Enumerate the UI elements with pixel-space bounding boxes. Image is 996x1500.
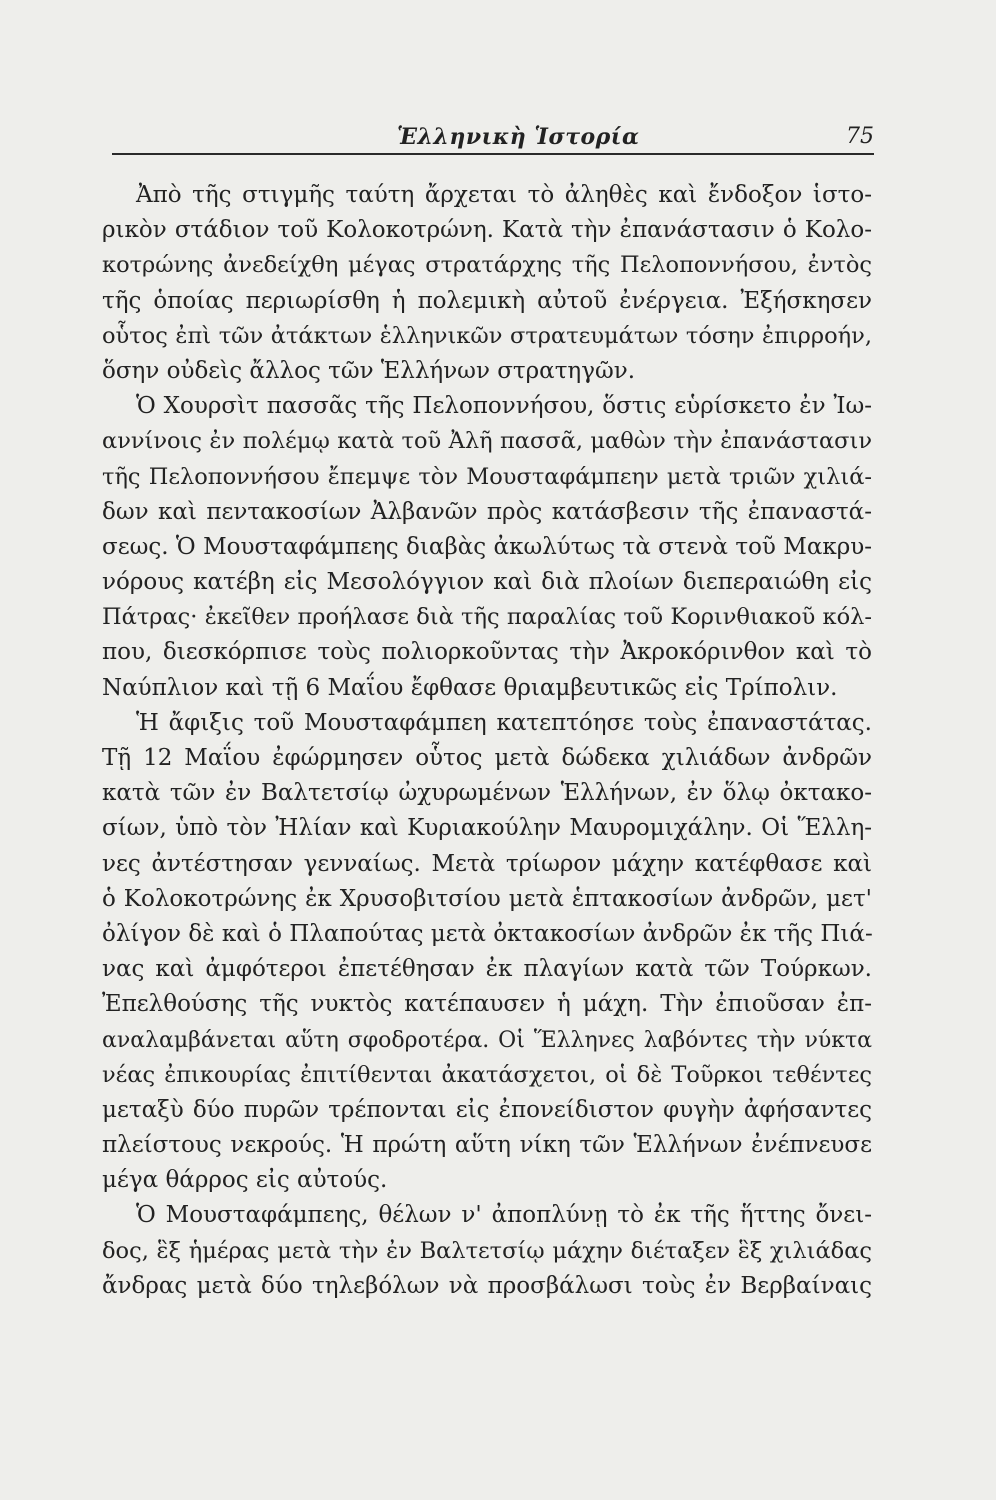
text-line: δων καὶ πεντακοσίων Ἀλβανῶν πρὸς κατάσβεσιν τῆς ἐπαναστά- xyxy=(102,498,872,525)
text-line: μεταξὺ δύο πυρῶν τρέπονται εἰς ἐπονείδιστον φυγὴν ἀφήσαντες xyxy=(102,1096,872,1123)
text-line: κοτρώνης ἀνεδείχθη μέγας στρατάρχης τῆς Πελοποννήσου, ἐντὸς xyxy=(102,252,872,279)
text-line: Τῇ 12 Μαΐου ἐφώρμησεν οὗτος μετὰ δώδεκα χιλιάδων ἀνδρῶν xyxy=(102,745,872,771)
running-header xyxy=(112,118,874,154)
text-line: Ἡ ἄφιξις τοῦ Μουσταφάμπεη κατεπτόησε τοὺς ἐπαναστάτας. xyxy=(136,709,872,736)
text-line: Ναύπλιον καὶ τῇ 6 Μαΐου ἔφθασε θριαμβευτικῶς εἰς Τρίπολιν. xyxy=(102,674,838,701)
text-line: τῆς ὁποίας περιωρίσθη ἡ πολεμικὴ αὐτοῦ ἐνέργεια. Ἐξήσκησεν xyxy=(102,287,872,314)
text-line: ὅσην οὐδεὶς ἄλλος τῶν Ἑλλήνων στρατηγῶν. xyxy=(102,357,636,384)
text-line: Πάτρας· ἐκεῖθεν προήλασε διὰ τῆς παραλίας τοῦ Κορινθιακοῦ κόλ- xyxy=(102,604,872,631)
text-line: ὀλίγον δὲ καὶ ὁ Πλαπούτας μετὰ ὀκτακοσίων ἀνδρῶν ἐκ τῆς Πιά- xyxy=(102,920,873,947)
text-line: τῆς Πελοποννήσου ἔπεμψε τὸν Μουσταφάμπεην μετὰ τριῶν χιλιά- xyxy=(102,463,872,490)
text-line: σίων, ὑπὸ τὸν Ἠλίαν καὶ Κυριακούλην Μαυρομιχάλην. Οἱ Ἕλλη- xyxy=(102,815,872,842)
text-line: ρικὸν στάδιον τοῦ Κολοκοτρώνη. Κατὰ τὴν ἐπανάστασιν ὁ Κολο- xyxy=(102,217,872,244)
body-text xyxy=(102,178,872,1304)
text-line: νόρους κατέβη εἰς Μεσολόγγιον καὶ διὰ πλοίων διεπεραιώθη εἰς xyxy=(102,569,872,596)
text-line: μέγα θάρρος εἰς αὐτούς. xyxy=(102,1167,388,1194)
text-line: Ἀπὸ τῆς στιγμῆς ταύτη ἄρχεται τὸ ἀληθὲς καὶ ἔνδοξον ἱστο- xyxy=(136,182,872,208)
text-line: δος, ἓξ ἡμέρας μετὰ τὴν ἐν Βαλτετσίῳ μάχην διέταξεν ἓξ χιλιάδας xyxy=(102,1237,872,1264)
header-rule xyxy=(112,153,874,155)
text-line: κατὰ τῶν ἐν Βαλτετσίῳ ὠχυρωμένων Ἑλλήνων, ἐν ὅλῳ ὀκτακο- xyxy=(102,780,872,807)
text-line: αναλαμβάνεται αὕτη σφοδροτέρα. Οἱ Ἕλληνες λαβόντες τὴν νύκτα xyxy=(102,1027,872,1053)
text-line: νέας ἐπικουρίας ἐπιτίθενται ἀκατάσχετοι, οἱ δὲ Τοῦρκοι τεθέντες xyxy=(102,1061,872,1088)
text-line: σεως. Ὁ Μουσταφάμπεης διαβὰς ἀκωλύτως τὰ στενὰ τοῦ Μακρυ- xyxy=(102,533,872,560)
text-line: νες ἀντέστησαν γενναίως. Μετὰ τρίωρον μάχην κατέφθασε καὶ xyxy=(102,850,872,877)
text-line: οὗτος ἐπὶ τῶν ἀτάκτων ἑλληνικῶν στρατευμάτων τόσην ἐπιρροήν, xyxy=(102,322,872,349)
text-line: Ἐπελθούσης τῆς νυκτὸς κατέπαυσεν ἡ μάχη. Τὴν ἐπιοῦσαν ἐπ- xyxy=(102,991,872,1018)
text-line: νας καὶ ἀμφότεροι ἐπετέθησαν ἐκ πλαγίων κατὰ τῶν Τούρκων. xyxy=(102,956,872,983)
text-line: Ὁ Χουρσὶτ πασσᾶς τῆς Πελοποννήσου, ὅστις εὑρίσκετο ἐν Ἰω- xyxy=(136,393,872,420)
text-line: ἄνδρας μετὰ δύο τηλεβόλων νὰ προσβάλωσι τοὺς ἐν Βερβαίναις xyxy=(102,1272,872,1299)
text-line: αννίνοις ἐν πολέμῳ κατὰ τοῦ Ἀλῆ πασσᾶ, μαθὼν τὴν ἐπανάστασιν xyxy=(102,428,872,455)
running-title: Ἑλληνικὴ Ἱστορία xyxy=(397,124,640,150)
page-number: 75 xyxy=(846,124,874,149)
text-line: που, διεσκόρπισε τοὺς πολιορκοῦντας τὴν Ἀκροκόρινθον καὶ τὸ xyxy=(102,639,872,666)
text-line: πλείστους νεκρούς. Ἡ πρώτη αὕτη νίκη τῶν Ἑλλήνων ἐνέπνευσε xyxy=(102,1132,872,1159)
text-line: ὁ Κολοκοτρώνης ἐκ Χρυσοβιτσίου μετὰ ἑπτακοσίων ἀνδρῶν, μετ' xyxy=(102,885,872,912)
text-line: Ὁ Μουσταφάμπεης, θέλων ν' ἀποπλύνῃ τὸ ἐκ τῆς ἥττης ὄνει- xyxy=(136,1202,872,1229)
